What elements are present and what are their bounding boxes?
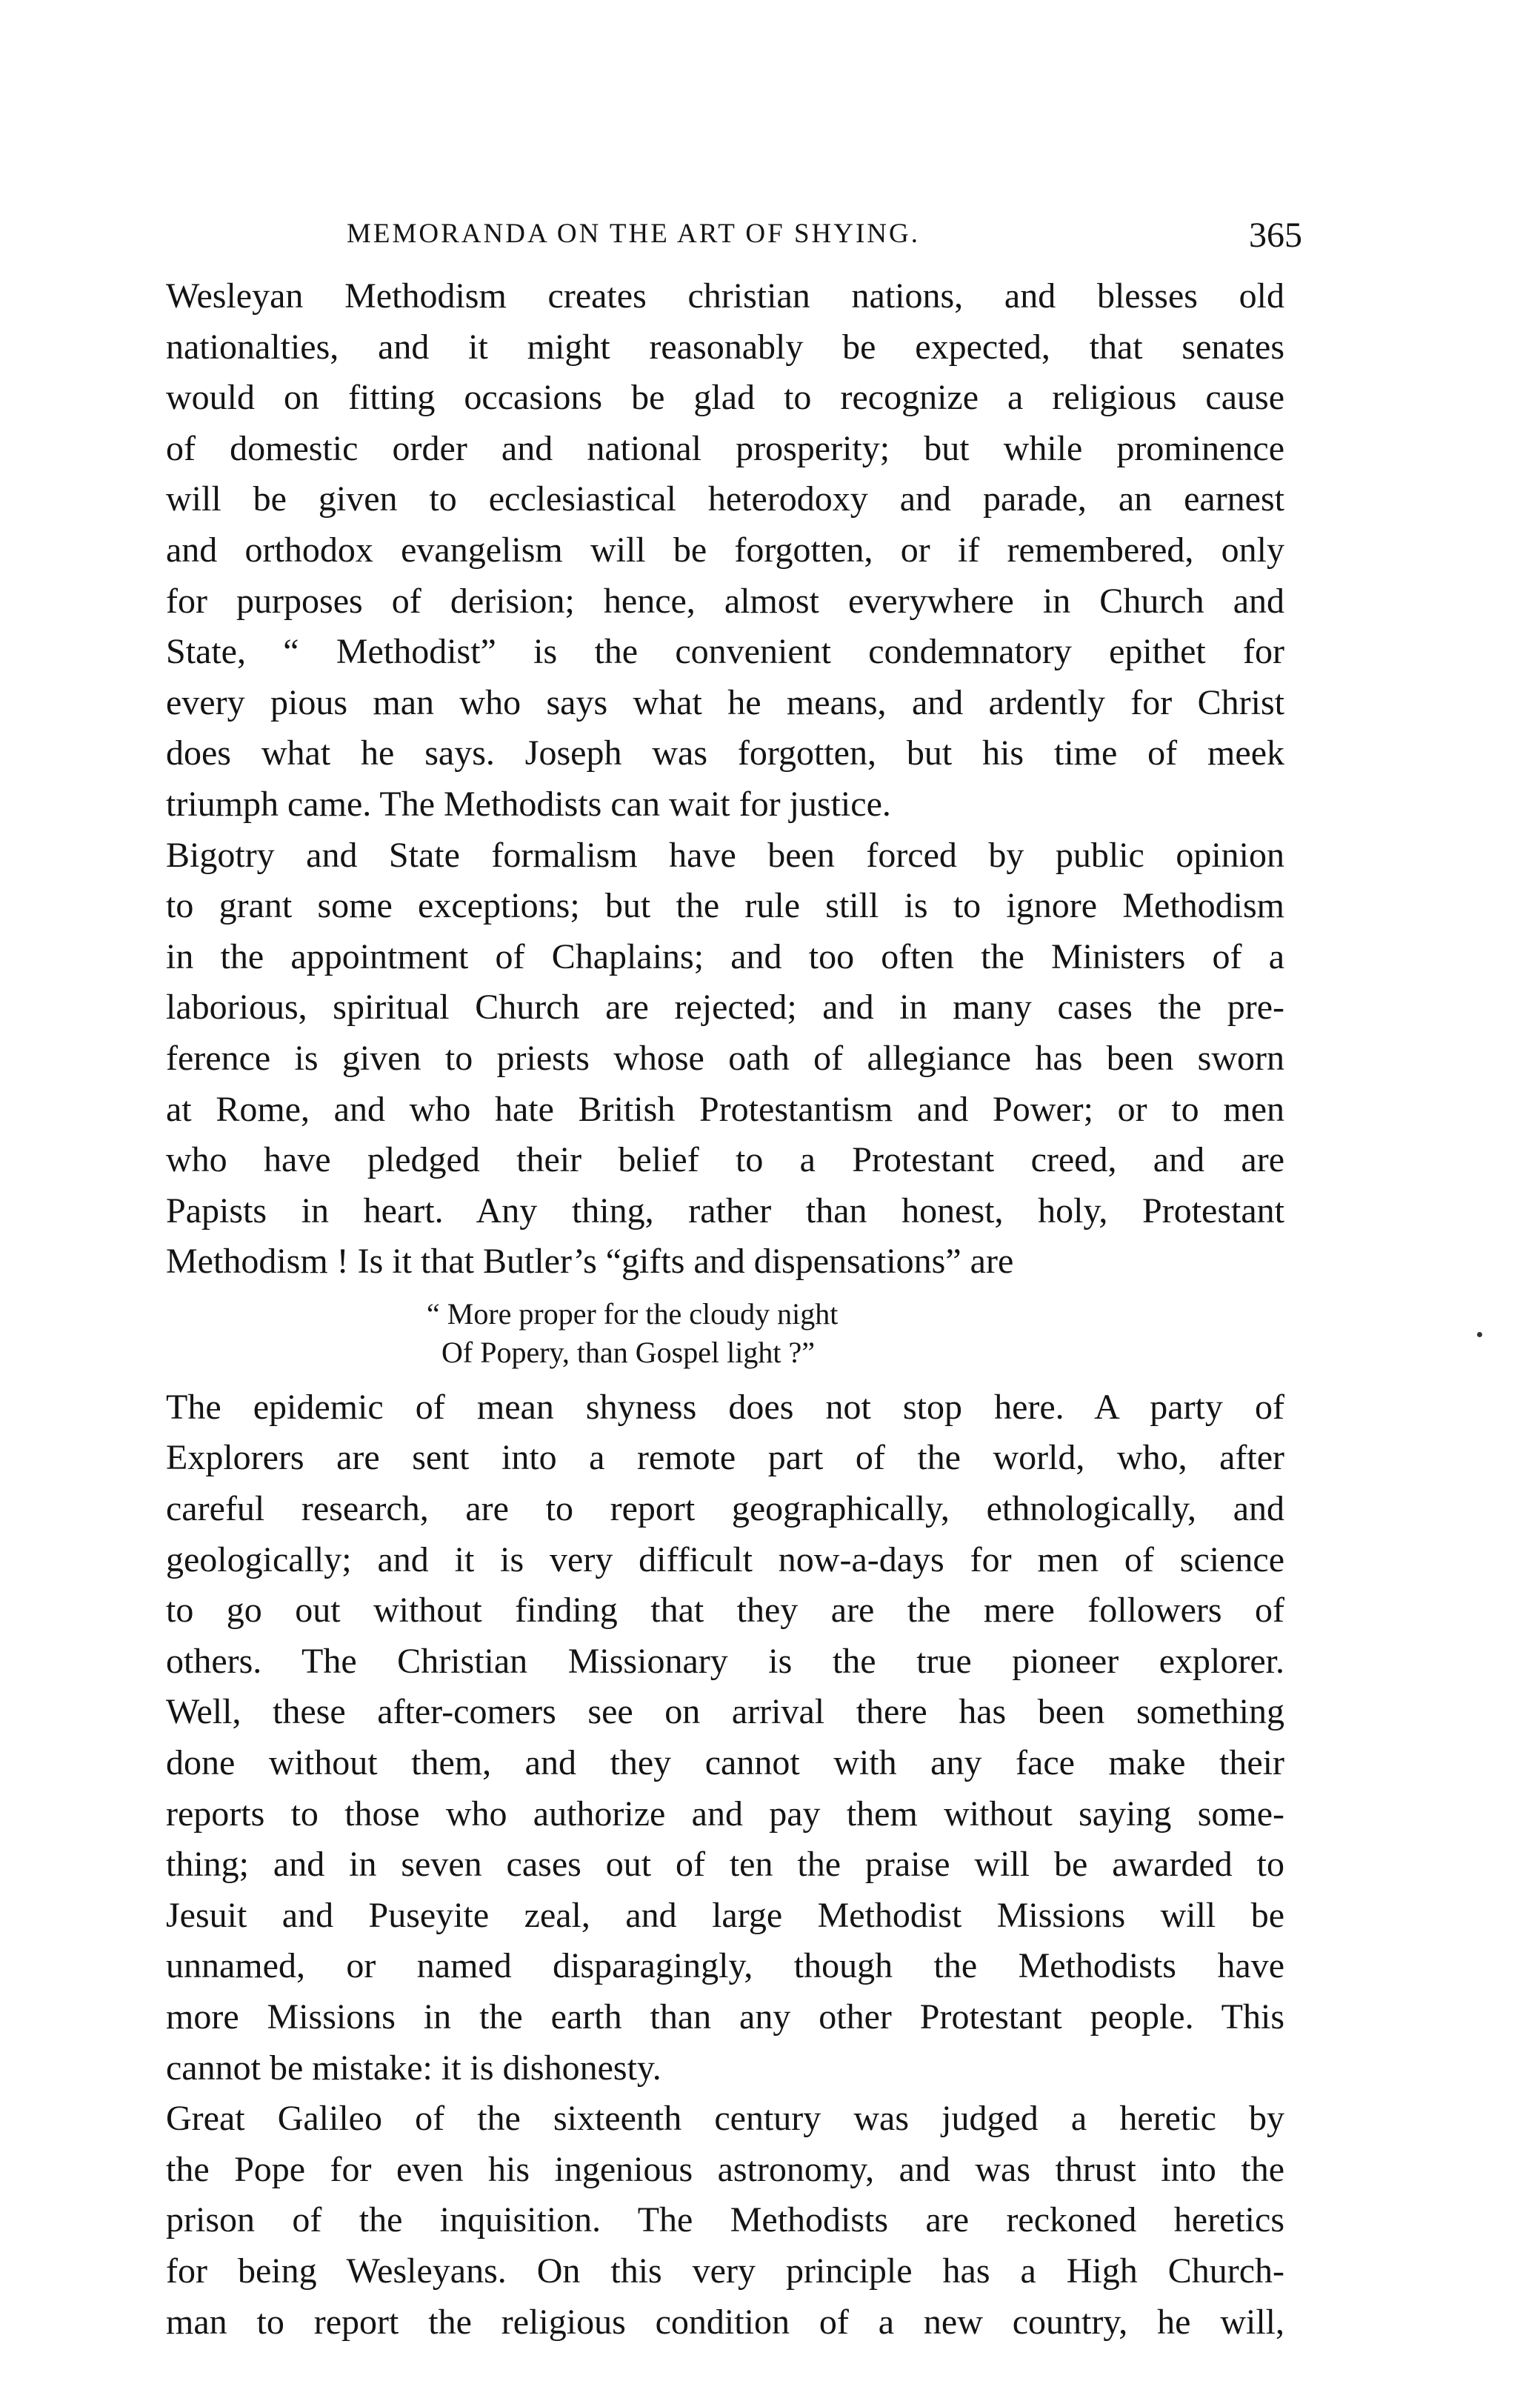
text-line: cannot be mistake: it is dishonesty. — [166, 2048, 661, 2088]
text-line: to go out without finding that they are the mere followers of — [166, 1591, 1284, 1631]
text-line: of domestic order and national prosperity; but while prominence — [166, 428, 1284, 468]
quote-line: Of Popery, than Gospel light ?” — [441, 1335, 815, 1369]
paragraph-epidemic-of-shyness — [166, 1382, 1284, 2094]
text-line: the Pope for even his ingenious astronomy, and was thrust into the — [166, 2149, 1284, 2189]
text-line: geologically; and it is very difficult now-a-days for men of science — [166, 1539, 1284, 1579]
text-line: man to report the religious condition of a new country, he will, — [166, 2302, 1284, 2342]
text-line: Wesleyan Methodism creates christian nations, and blesses old — [166, 276, 1284, 316]
text-line: careful research, are to report geographically, ethnologically, and — [166, 1489, 1284, 1529]
text-line: in the appointment of Chaplains; and too often the Ministers of a — [166, 936, 1284, 976]
text-line: done without them, and they cannot with any face make their — [166, 1743, 1284, 1783]
text-line: who have pledged their belief to a Protestant creed, and are — [166, 1140, 1284, 1180]
text-line: to grant some exceptions; but the rule still is to ignore Methodism — [166, 886, 1284, 926]
text-line: would on fitting occasions be glad to recognize a religious cause — [166, 378, 1284, 418]
text-line: unnamed, or named disparagingly, though the Methodists have — [166, 1946, 1284, 1986]
paragraph-bigotry — [166, 830, 1284, 1288]
text-line: others. The Christian Missionary is the true pioneer explorer. — [166, 1641, 1284, 1681]
text-line: Bigotry and State formalism have been forced by public opinion — [166, 835, 1284, 875]
text-line: triumph came. The Methodists can wait for justice. — [166, 784, 891, 824]
text-line: every pious man who says what he means, and ardently for Christ — [166, 682, 1284, 722]
text-line: more Missions in the earth than any other Protestant people. This — [166, 1997, 1284, 2037]
text-line: for purposes of derision; hence, almost everywhere in Church and — [166, 581, 1284, 621]
paragraph-wesleyan-methodism — [166, 271, 1284, 830]
text-line: prison of the inquisition. The Methodists are reckoned heretics — [166, 2200, 1284, 2240]
text-line: Well, these after-comers see on arrival there has been something — [166, 1692, 1284, 1732]
text-line: does what he says. Joseph was forgotten, but his time of meek — [166, 733, 1284, 773]
page-number: 365 — [1249, 216, 1302, 255]
text-line: Jesuit and Puseyite zeal, and large Methodist Missions will be — [166, 1895, 1284, 1935]
text-line: Explorers are sent into a remote part of the world, who, after — [166, 1438, 1284, 1478]
text-line: Methodism ! Is it that Butler’s “gifts and dispensations” are — [166, 1242, 1014, 1282]
text-line: for being Wesleyans. On this very principle has a High Church- — [166, 2251, 1284, 2291]
text-line: State, “ Methodist” is the convenient condemnatory epithet for — [166, 632, 1284, 672]
text-line: at Rome, and who hate British Protestantism and Power; or to men — [166, 1089, 1284, 1129]
quote-line: “ More proper for the cloudy night — [427, 1296, 839, 1331]
text-line: reports to those who authorize and pay them without saying some- — [166, 1794, 1284, 1834]
body-text — [166, 271, 1284, 2348]
text-line: laborious, spiritual Church are rejected; and in many cases the pre- — [166, 988, 1284, 1028]
text-line: The epidemic of mean shyness does not stop here. A party of — [166, 1387, 1284, 1427]
running-head — [169, 210, 1302, 262]
text-line: and orthodox evangelism will be forgotten, or if remembered, only — [166, 530, 1284, 570]
verse-quotation — [166, 1288, 1284, 1382]
text-line: will be given to ecclesiastical heterodoxy and parade, an earnest — [166, 479, 1284, 519]
text-line: Great Galileo of the sixteenth century was judged a heretic by — [166, 2099, 1284, 2139]
ink-speck — [1477, 1332, 1482, 1337]
paragraph-galileo — [166, 2094, 1284, 2348]
text-line: ference is given to priests whose oath of allegiance has been sworn — [166, 1038, 1284, 1078]
text-line: nationalties, and it might reasonably be expected, that senates — [166, 327, 1284, 367]
text-line: thing; and in seven cases out of ten the praise will be awarded to — [166, 1845, 1284, 1885]
text-line: Papists in heart. Any thing, rather than honest, holy, Protestant — [166, 1190, 1284, 1231]
running-title: MEMORANDA ON THE ART OF SHYING. — [347, 219, 920, 249]
